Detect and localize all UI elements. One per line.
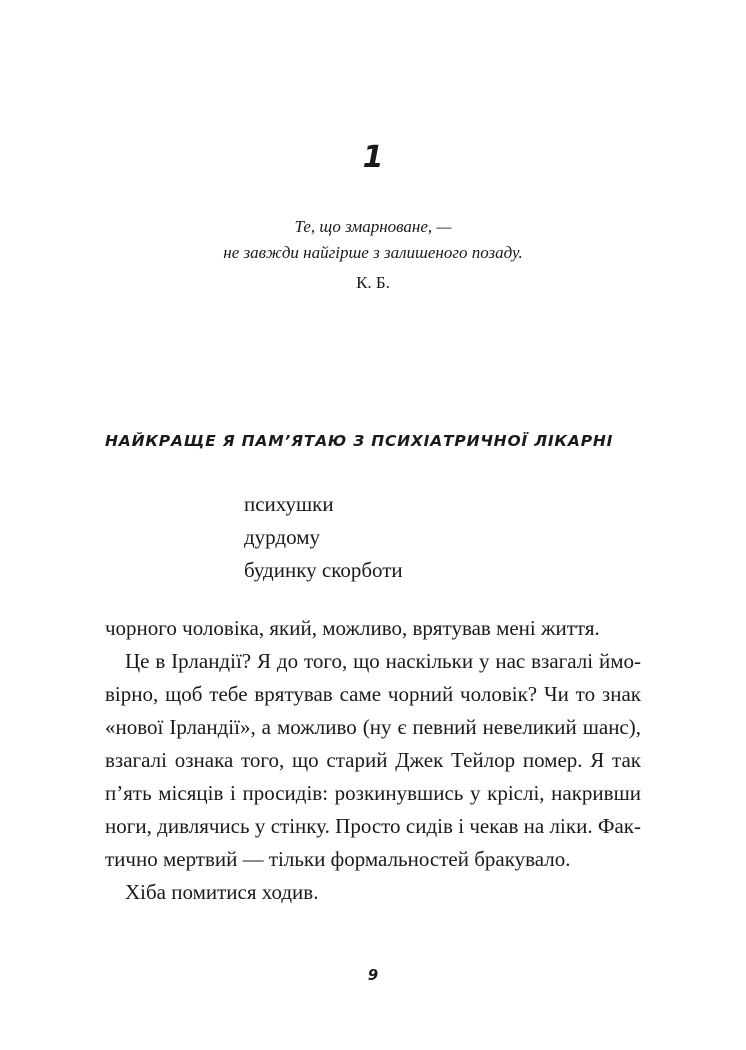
body-line: взагалі ознака того, що старий Джек Тейлор помер. Я так — [105, 748, 641, 772]
chapter-number: 1 — [362, 140, 384, 175]
synonym-item: дурдому — [244, 525, 320, 549]
epigraph-author: К. Б. — [356, 273, 390, 292]
section-heading: НАЙКРАЩЕ Я ПАМ’ЯТАЮ З ПСИХІАТРИЧНОЇ ЛІКАРНІ — [105, 432, 614, 450]
body-line: «нової Ірландії», а можливо (ну є певний невеликий шанс), — [105, 715, 641, 739]
epigraph — [0, 214, 746, 266]
page-number: 9 — [367, 966, 379, 984]
synonym-item: будинку скорботи — [244, 558, 403, 582]
synonym-list — [244, 488, 403, 587]
epigraph-line: Те, що змарноване, — — [294, 217, 452, 236]
body-line: вірно, щоб тебе врятував саме чорний чоловік? Чи то знак — [105, 682, 641, 706]
body-line: Це в Ірландії? Я до того, що наскільки у нас взагалі ймо- — [125, 649, 641, 673]
body-text — [105, 612, 641, 909]
epigraph-line: не завжди найгірше з залишеного позаду. — [223, 243, 523, 262]
synonym-item: психушки — [244, 492, 334, 516]
body-line: чорного чоловіка, який, можливо, врятував мені життя. — [105, 616, 600, 640]
body-line: п’ять місяців і просидів: розкинувшись у кріслі, накривши — [105, 781, 641, 805]
body-line: тично мертвий — тільки формальностей бракувало. — [105, 847, 571, 871]
body-line: ноги, дивлячись у стінку. Просто сидів і чекав на ліки. Фак- — [105, 814, 641, 838]
body-line: Хіба помитися ходив. — [125, 880, 319, 904]
